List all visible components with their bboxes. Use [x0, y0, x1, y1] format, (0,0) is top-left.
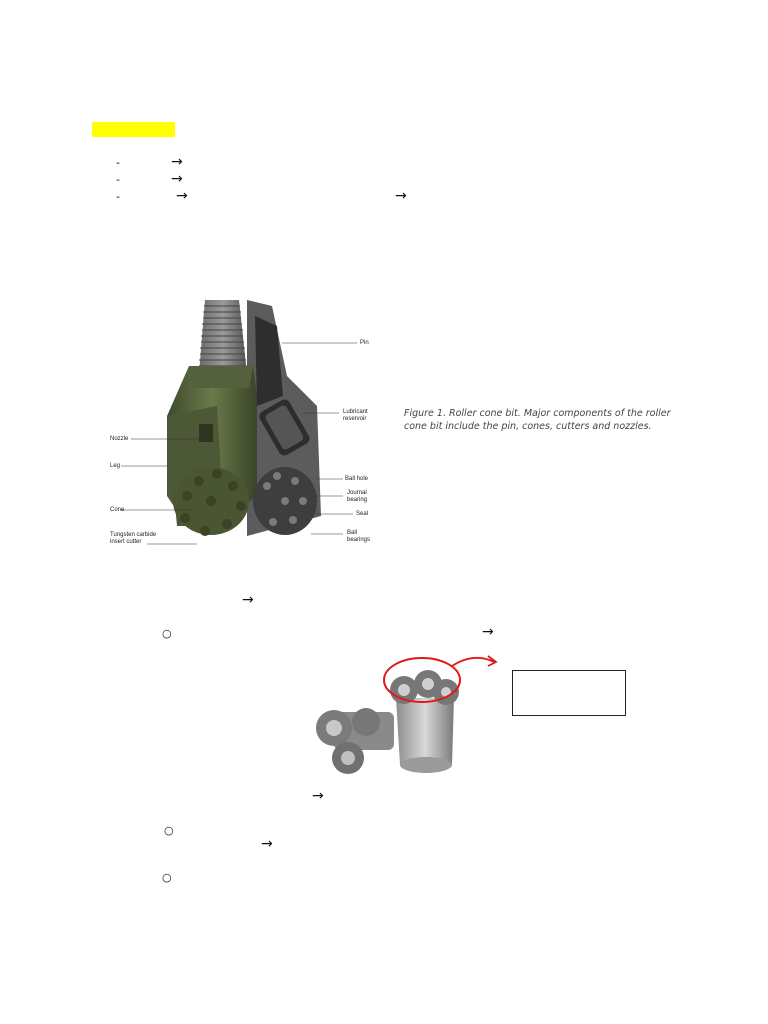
- bullet-circle-1: ○: [162, 627, 172, 640]
- arrow-icon: →: [395, 188, 407, 204]
- highlighted-heading: [92, 122, 175, 137]
- bullet-circle-3: ○: [162, 871, 172, 884]
- arrow-icon: →: [171, 171, 183, 187]
- label-ball-hole: Ball hole: [345, 476, 369, 482]
- label-tungsten-carbide-insert-cutter: Tungsten carbide insert cutter: [110, 532, 157, 545]
- figure-caption: Figure 1. Roller cone bit. Major components of the roller cone bit include the pin, cones, cutters and nozzles.: [404, 408, 671, 432]
- arrow-icon: →: [176, 188, 188, 204]
- tricone-bits-illustration: [304, 650, 504, 785]
- bullet-dash-2: -: [116, 173, 120, 186]
- arrow-icon: →: [312, 788, 324, 804]
- roller-cone-bit-figure: [107, 296, 383, 554]
- label-journal-bearing: Journal bearing: [347, 490, 368, 503]
- label-pin: Pin: [360, 340, 369, 346]
- roller-cone-bit-illustration: [107, 296, 383, 554]
- label-leg: Leg: [110, 463, 121, 469]
- label-ball-bearings: Ball bearings: [347, 530, 371, 543]
- arrow-icon: →: [261, 836, 273, 852]
- arrow-icon: →: [171, 154, 183, 170]
- arrow-icon: →: [242, 592, 254, 608]
- tricone-bits-photo: [304, 650, 504, 785]
- label-seal: Seal: [356, 511, 369, 517]
- arrow-icon: →: [482, 624, 494, 640]
- bullet-circle-2: ○: [164, 824, 174, 837]
- label-lubricant-reservoir: Lubricant reservoir: [343, 409, 368, 422]
- bullet-dash-1: -: [116, 156, 120, 169]
- label-cone: Cone: [110, 507, 125, 513]
- bullet-dash-3: -: [116, 190, 120, 203]
- empty-text-box: [512, 670, 626, 716]
- label-nozzle: Nozzle: [110, 436, 129, 442]
